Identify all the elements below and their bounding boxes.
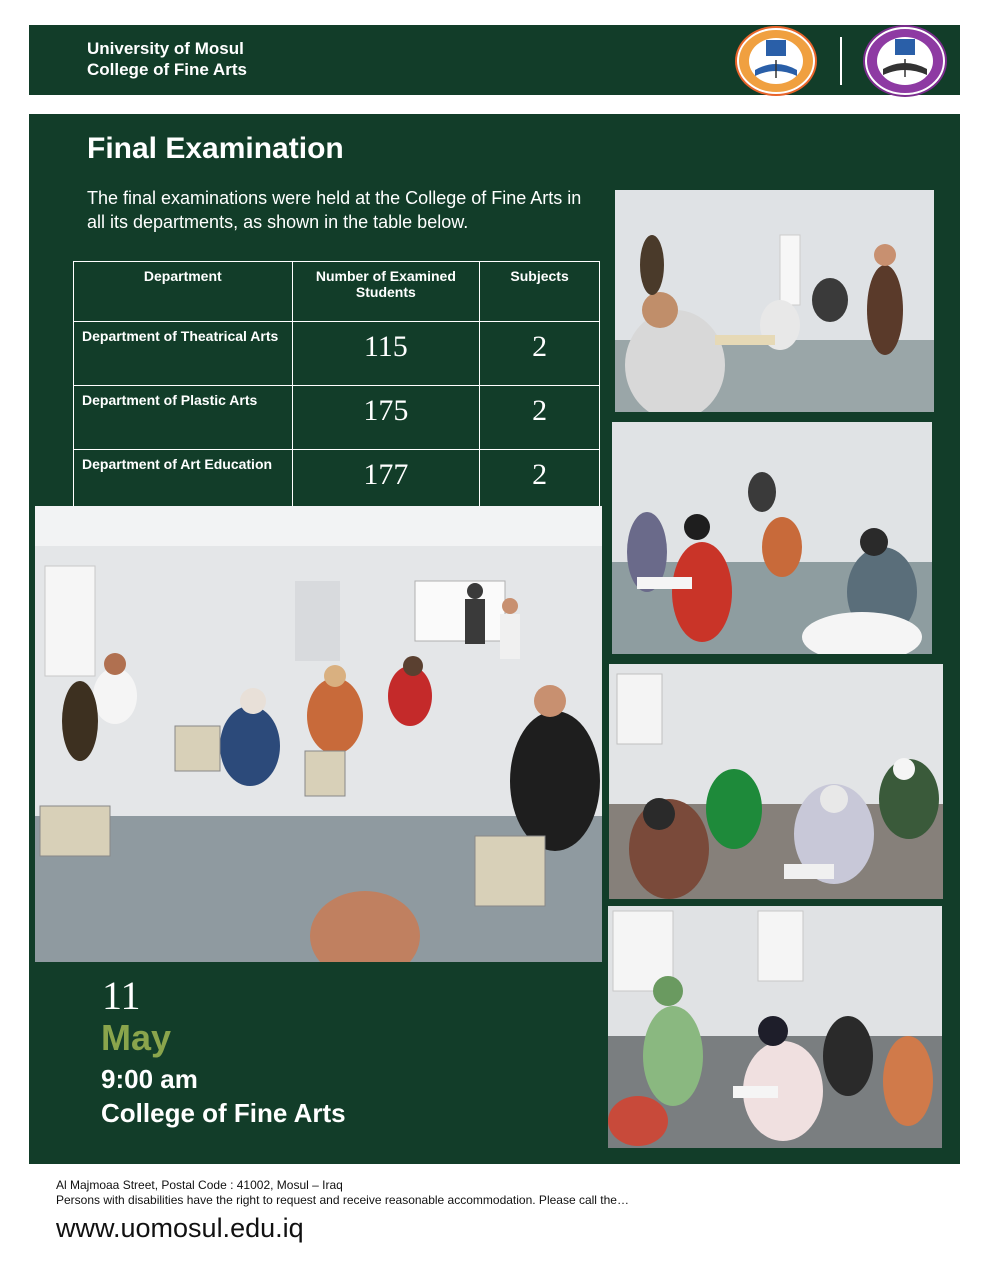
table-row <box>74 450 600 514</box>
exam-room-photo-3 <box>609 664 943 899</box>
department-cell: Department of Theatrical Arts <box>74 322 293 386</box>
subjects-cell: 2 <box>480 386 600 450</box>
exam-room-photo-1 <box>615 190 934 412</box>
university-line: University of Mosul <box>87 39 244 58</box>
college-line: College of Fine Arts <box>87 60 247 79</box>
content-panel <box>29 114 960 1164</box>
footer <box>56 1178 629 1208</box>
column-header: Subjects <box>480 262 600 322</box>
logo-divider <box>840 37 842 85</box>
event-day: 11 <box>102 973 141 1018</box>
university-logo <box>735 26 817 96</box>
header-banner <box>29 25 960 95</box>
website-link[interactable]: www.uomosul.edu.iq <box>56 1213 304 1243</box>
subjects-cell: 2 <box>480 450 600 514</box>
event-location: College of Fine Arts <box>101 1098 346 1128</box>
department-cell: Department of Plastic Arts <box>74 386 293 450</box>
subjects-cell: 2 <box>480 322 600 386</box>
address: Al Majmoaa Street, Postal Code : 41002, Mosul – Iraq <box>56 1178 343 1192</box>
department-cell: Department of Art Education <box>74 450 293 514</box>
exam-room-photo-4 <box>608 906 942 1148</box>
students-cell: 177 <box>292 450 480 514</box>
column-header: Number of Examined Students <box>292 262 480 322</box>
intro-text: The final examinations were held at the College of Fine Arts in all its departments, as shown in the table below. <box>87 188 582 232</box>
table-row <box>74 386 600 450</box>
event-month: May <box>101 1017 172 1058</box>
university-name <box>87 38 247 80</box>
exam-room-photo-2 <box>612 422 932 654</box>
exam-hall-photo-main <box>35 506 602 962</box>
college-logo <box>863 25 947 97</box>
table-header-row <box>74 262 600 322</box>
event-time: 9:00 am <box>101 1064 198 1094</box>
column-header: Department <box>74 262 293 322</box>
page-title: Final Examination <box>87 132 344 165</box>
students-cell: 115 <box>292 322 480 386</box>
accessibility-note: Persons with disabilities have the right to request and receive reasonable accommodation. Please call the… <box>56 1193 629 1207</box>
table-row <box>74 322 600 386</box>
students-cell: 175 <box>292 386 480 450</box>
exam-table <box>73 261 600 514</box>
